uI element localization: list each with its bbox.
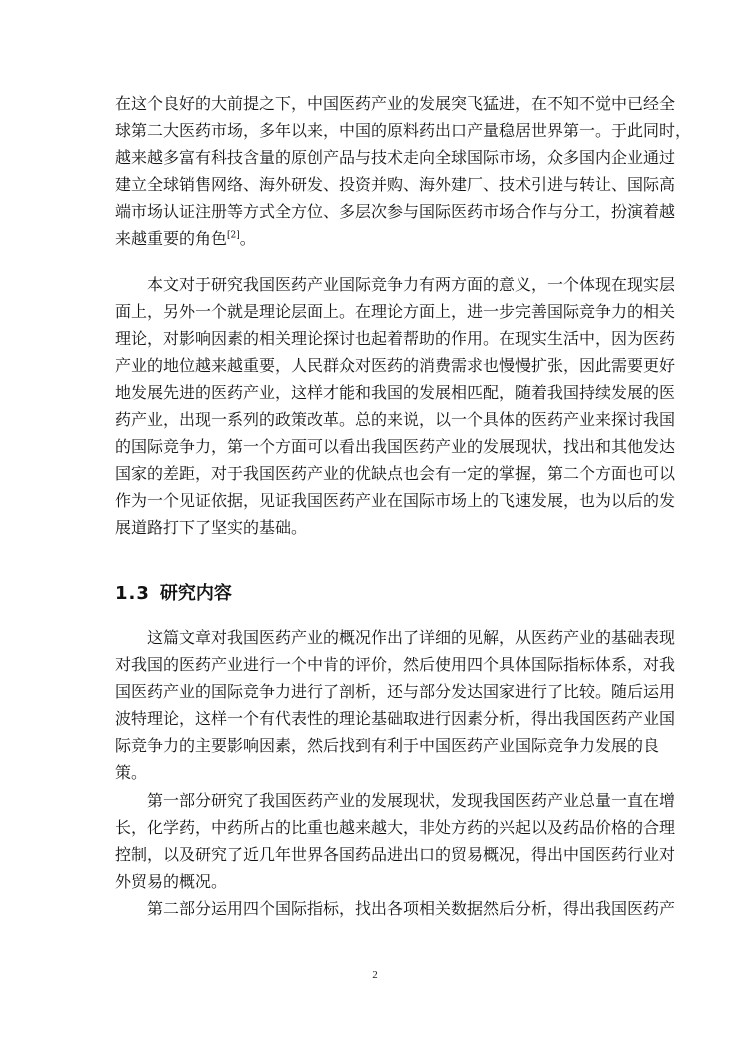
- text-line: 际竞争力的主要影响因素，然后找到有利于中国医药产业国际竞争力发展的良: [115, 736, 660, 755]
- paragraph-1: [115, 90, 692, 252]
- page-number: 2: [372, 969, 378, 981]
- text-line: [115, 225, 638, 252]
- text-line: 第二部分运用四个国际指标，找出各项相关数据然后分析，得出我国医药产: [147, 899, 676, 918]
- text-line: 面上，另外一个就是理论层面上。在理论方面上，进一步完善国际竞争力的相关: [115, 302, 676, 321]
- section-number: 1.3: [115, 583, 150, 604]
- text-line: 长，化学药，中药所占的比重也越来越大，非处方药的兴起以及药品价格的合理: [115, 818, 676, 837]
- text-line: 的国际竞争力，第一个方面可以看出我国医药产业的发展现状，找出和其他发达: [115, 437, 676, 456]
- paragraph-5: [115, 895, 676, 922]
- text-line: 第一部分研究了我国医药产业的发展现状，发现我国医药产业总量一直在增: [147, 791, 676, 810]
- text-line: 理论，对影响因素的相关理论探讨也起着帮助的作用。在现实生活中，因为医药: [115, 329, 676, 348]
- text-line: 外贸易的概况。: [115, 872, 228, 891]
- text-line: 展道路打下了坚实的基础。: [115, 518, 308, 537]
- text-line: 这篇文章对我国医药产业的概况作出了详细的见解，从医药产业的基础表现: [147, 628, 676, 647]
- text-line: 越来越多富有科技含量的原创产品与技术走向全球国际市场，众多国内企业通过: [115, 148, 676, 167]
- text-line: 建立全球销售网络、海外研发、投资并购、海外建厂、技术引进与转让、国际高: [115, 175, 676, 194]
- text-line: 控制，以及研究了近几年世界各国药品进出口的贸易概况，得出中国医药行业对: [115, 845, 676, 864]
- text-line: 国家的差距，对于我国医药产业的优缺点也会有一定的掌握，第二个方面也可以: [115, 464, 676, 483]
- text-line: 对我国的医药产业进行一个中肯的评价，然后使用四个具体国际指标体系，对我: [115, 655, 676, 674]
- text-line: 在这个良好的大前提之下，中国医药产业的发展突飞猛进，在不知不觉中已经全: [115, 94, 676, 113]
- text-fragment: 。: [239, 229, 256, 248]
- text-line: 作为一个见证依据，见证我国医药产业在国际市场上的飞速发展，也为以后的发: [115, 491, 676, 510]
- text-line: 药产业，出现一系列的政策改革。总的来说，以一个具体的医药产业来探讨我国: [115, 410, 676, 429]
- text-fragment: 来越重要的角色: [115, 229, 228, 248]
- text-line: 策。: [115, 763, 148, 782]
- text-line: 国医药产业的国际竞争力进行了剖析，还与部分发达国家进行了比较。随后运用: [115, 682, 676, 701]
- text-line: 本文对于研究我国医药产业国际竞争力有两方面的意义，一个体现在现实层: [147, 275, 676, 294]
- text-line: 产业的地位越来越重要，人民群众对医药的消费需求也慢慢扩张，因此需要更好: [115, 356, 676, 375]
- paragraph-4: [115, 787, 676, 895]
- text-line: 端市场认证注册等方式全方位、多层次参与国际医药市场合作与分工，扮演着越: [115, 202, 676, 221]
- text-line: 地发展先进的医药产业，这样才能和我国的发展相匹配，随着我国持续发展的医: [115, 383, 676, 402]
- text-line: 波特理论，这样一个有代表性的理论基础取进行因素分析，得出我国医药产业国: [115, 709, 676, 728]
- paragraph-3: [115, 624, 676, 786]
- text-line: 球第二大医药市场，多年以来，中国的原料药出口产量稳居世界第一。于此同时，: [115, 121, 692, 140]
- section-heading: [115, 579, 232, 609]
- section-title: 研究内容: [159, 583, 232, 604]
- paragraph-2: [115, 271, 676, 541]
- citation-marker: [2]: [227, 230, 240, 241]
